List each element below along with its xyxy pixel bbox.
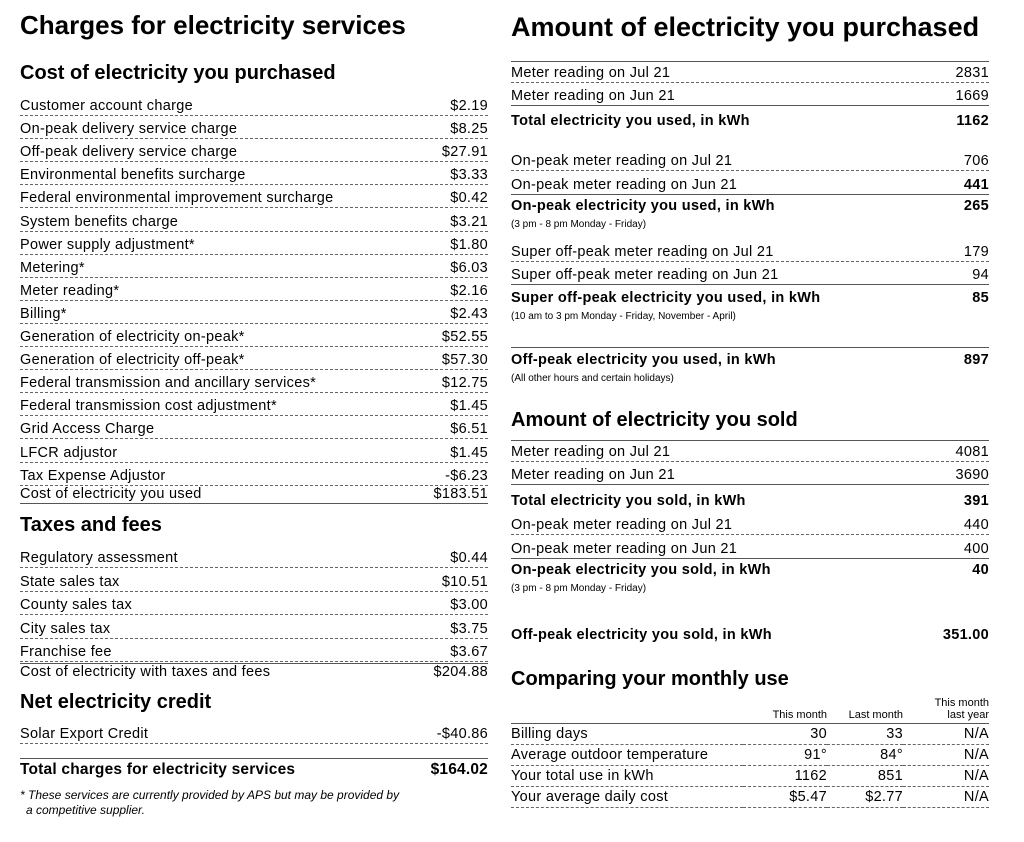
purchased-meter-jun-row: [511, 84, 989, 106]
charge-item-value: $2.16: [450, 282, 488, 299]
cost-with-taxes-value: $204.88: [433, 664, 488, 680]
tax-item-label: State sales tax: [20, 573, 120, 590]
charge-item-value: $2.19: [450, 98, 488, 115]
superoff-used-note: (10 am to 3 pm Monday - Friday, November - April): [511, 311, 736, 322]
charge-item-label: System benefits charge: [20, 213, 179, 230]
comparison-row: [511, 787, 989, 808]
comparison-row: [511, 766, 989, 787]
cost-with-taxes-label: Cost of electricity with taxes and fees: [20, 664, 271, 680]
sold-onpeak-jul-value: 440: [963, 517, 989, 533]
charge-item-row: [20, 416, 488, 439]
charge-item-label: Off-peak delivery service charge: [20, 144, 238, 161]
comparison-title: Comparing your monthly use: [511, 668, 789, 690]
sold-onpeak-jul-row: [511, 513, 989, 535]
charge-item-row: [20, 347, 488, 370]
sold-onpeak-label: On-peak electricity you sold, in kWh: [511, 562, 771, 578]
total-sold-row: [511, 488, 989, 510]
charge-item-label: Customer account charge: [20, 98, 193, 115]
sold-onpeak-row: [511, 562, 989, 600]
comparison-this-month: 91°: [743, 745, 827, 766]
onpeak-jul-label: On-peak meter reading on Jul 21: [511, 153, 733, 169]
tax-item-label: Regulatory assessment: [20, 550, 178, 567]
purchased-meter-jul-value: 2831: [955, 65, 989, 81]
charge-item-value: $3.33: [450, 167, 488, 184]
charge-item-row: [20, 116, 488, 139]
charge-item-row: [20, 324, 488, 347]
total-sold-value: 391: [963, 493, 989, 509]
charge-item-label: Generation of electricity off-peak*: [20, 352, 245, 369]
purchased-meter-jul-row: [511, 61, 989, 83]
taxes-heading: Taxes and fees: [20, 514, 162, 536]
sold-meter-jul-row: [511, 440, 989, 462]
charge-item-row: [20, 93, 488, 116]
sold-title: Amount of electricity you sold: [511, 409, 798, 431]
col-this-month: This month: [743, 697, 827, 724]
charge-item-label: On-peak delivery service charge: [20, 121, 238, 138]
sold-onpeak-value: 40: [972, 562, 989, 578]
charge-item-label: Billing*: [20, 305, 67, 322]
charge-item-row: [20, 463, 488, 486]
footnote-line-1: * These services are currently provided by APS but may be provided by: [20, 788, 400, 802]
footnote: [20, 788, 488, 818]
charge-item-value: $6.03: [450, 259, 488, 276]
offpeak-used-label: Off-peak electricity you used, in kWh: [511, 352, 776, 368]
charge-item-row: [20, 255, 488, 278]
charge-item-value: $8.25: [450, 121, 488, 138]
tax-item-row: [20, 639, 488, 662]
tax-item-row: [20, 615, 488, 638]
col-last-month: Last month: [827, 697, 903, 724]
tax-item-value: $3.75: [450, 620, 488, 637]
charge-item-row: [20, 370, 488, 393]
superoff-jun-row: [511, 263, 989, 285]
charges-title: Charges for electricity services: [20, 10, 406, 40]
comparison-this-month: $5.47: [743, 787, 827, 808]
tax-item-value: $3.00: [450, 597, 488, 614]
comparison-last-year: N/A: [903, 724, 989, 745]
comparison-row: [511, 724, 989, 745]
cost-with-taxes-row: [20, 663, 488, 681]
charge-item-label: Metering*: [20, 259, 85, 276]
cost-used-row: [20, 486, 488, 504]
credit-heading: Net electricity credit: [20, 691, 212, 713]
onpeak-jun-label: On-peak meter reading on Jun 21: [511, 177, 738, 193]
cost-used-label: Cost of electricity you used: [20, 486, 202, 502]
charge-item-value: -$6.23: [445, 467, 488, 484]
tax-item-label: Franchise fee: [20, 643, 112, 660]
solar-credit-value: -$40.86: [436, 726, 488, 742]
taxes-list: [20, 545, 488, 662]
charge-item-row: [20, 139, 488, 162]
tax-item-label: County sales tax: [20, 597, 132, 614]
tax-item-value: $3.67: [450, 643, 488, 660]
superoff-jun-label: Super off-peak meter reading on Jun 21: [511, 267, 779, 283]
comparison-body: [511, 724, 989, 808]
comparison-this-month: 1162: [743, 766, 827, 787]
sold-offpeak-value: 351.00: [942, 627, 989, 643]
comparison-this-month: 30: [743, 724, 827, 745]
onpeak-jun-value: 441: [963, 177, 989, 193]
sold-onpeak-jun-value: 400: [963, 541, 989, 557]
total-charges-value: $164.02: [430, 761, 488, 778]
charge-item-value: $1.80: [450, 236, 488, 253]
onpeak-used-note: (3 pm - 8 pm Monday - Friday): [511, 219, 647, 230]
purchased-cost-heading: Cost of electricity you purchased: [20, 62, 336, 84]
total-used-value: 1162: [956, 113, 989, 129]
charge-item-value: $1.45: [450, 398, 488, 415]
purchased-title: Amount of electricity you purchased: [511, 12, 980, 42]
sold-onpeak-jun-row: [511, 537, 989, 559]
comparison-header-row: [511, 697, 989, 724]
sold-meter-jun-label: Meter reading on Jun 21: [511, 467, 676, 483]
footnote-line-2: a competitive supplier.: [26, 803, 145, 817]
superoff-jul-row: [511, 240, 989, 262]
charge-item-value: $12.75: [441, 375, 488, 392]
sold-meter-jun-value: 3690: [955, 467, 989, 483]
charge-item-row: [20, 185, 488, 208]
sold-offpeak-row: [511, 622, 989, 644]
sold-meter-jul-value: 4081: [955, 444, 989, 460]
superoff-used-value: 85: [972, 290, 989, 306]
offpeak-used-value: 897: [963, 352, 989, 368]
charge-item-value: $3.21: [450, 213, 488, 230]
total-charges-row: [20, 758, 488, 780]
offpeak-used-note: (All other hours and certain holidays): [511, 373, 674, 384]
purchased-meter-jul-label: Meter reading on Jul 21: [511, 65, 671, 81]
sold-offpeak-label: Off-peak electricity you sold, in kWh: [511, 627, 772, 643]
charge-item-row: [20, 301, 488, 324]
comparison-last-year: N/A: [903, 787, 989, 808]
superoff-jul-label: Super off-peak meter reading on Jul 21: [511, 244, 774, 260]
sold-onpeak-jul-label: On-peak meter reading on Jul 21: [511, 517, 733, 533]
comparison-last-year: N/A: [903, 745, 989, 766]
col-last-year: [903, 697, 989, 724]
charge-item-label: Power supply adjustment*: [20, 236, 195, 253]
charge-item-row: [20, 439, 488, 462]
comparison-last-month: 33: [827, 724, 903, 745]
sold-meter-jun-row: [511, 463, 989, 485]
charge-item-label: Grid Access Charge: [20, 421, 155, 438]
onpeak-used-row: [511, 198, 989, 236]
charge-item-row: [20, 162, 488, 185]
superoff-used-label: Super off-peak electricity you used, in kWh: [511, 290, 821, 306]
solar-credit-row: [20, 722, 488, 744]
charge-item-label: Federal transmission cost adjustment*: [20, 398, 277, 415]
total-used-label: Total electricity you used, in kWh: [511, 113, 750, 129]
superoff-jun-value: 94: [972, 267, 989, 283]
charge-item-label: Generation of electricity on-peak*: [20, 329, 245, 346]
charge-item-label: Federal transmission and ancillary services*: [20, 375, 317, 392]
charge-item-value: $0.42: [450, 190, 488, 207]
charge-item-row: [20, 208, 488, 231]
comparison-table: [511, 697, 989, 808]
charge-item-value: $6.51: [450, 421, 488, 438]
offpeak-used-row: [511, 347, 989, 387]
charge-item-row: [20, 232, 488, 255]
comparison-label: Your average daily cost: [511, 787, 743, 808]
cost-used-value: $183.51: [433, 486, 488, 502]
sold-onpeak-jun-label: On-peak meter reading on Jun 21: [511, 541, 738, 557]
sold-onpeak-note: (3 pm - 8 pm Monday - Friday): [511, 583, 647, 594]
onpeak-jun-row: [511, 173, 989, 195]
charge-item-label: Meter reading*: [20, 282, 120, 299]
tax-item-value: $0.44: [450, 550, 488, 567]
onpeak-used-value: 265: [963, 198, 989, 214]
total-charges-label: Total charges for electricity services: [20, 761, 296, 778]
comparison-last-year: N/A: [903, 766, 989, 787]
tax-item-row: [20, 568, 488, 591]
tax-item-row: [20, 545, 488, 568]
purchased-cost-list: [20, 93, 488, 486]
tax-item-value: $10.51: [441, 573, 488, 590]
onpeak-jul-row: [511, 149, 989, 171]
superoff-used-row: [511, 290, 989, 330]
sold-meter-jul-label: Meter reading on Jul 21: [511, 444, 671, 460]
comparison-label: Billing days: [511, 724, 743, 745]
superoff-jul-value: 179: [963, 244, 989, 260]
onpeak-jul-value: 706: [963, 153, 989, 169]
onpeak-used-label: On-peak electricity you used, in kWh: [511, 198, 775, 214]
charge-item-row: [20, 393, 488, 416]
comparison-last-month: $2.77: [827, 787, 903, 808]
charge-item-label: Federal environmental improvement surcharge: [20, 190, 334, 207]
purchased-meter-jun-label: Meter reading on Jun 21: [511, 88, 676, 104]
charge-item-value: $27.91: [441, 144, 488, 161]
charge-item-value: $2.43: [450, 305, 488, 322]
comparison-label: Average outdoor temperature: [511, 745, 743, 766]
col-last-year-line-1: This month: [934, 697, 989, 709]
col-last-year-line-2: last year: [947, 709, 989, 721]
charge-item-label: Tax Expense Adjustor: [20, 467, 166, 484]
charge-item-row: [20, 278, 488, 301]
charge-item-value: $1.45: [450, 444, 488, 461]
total-used-row: [511, 108, 989, 130]
comparison-label: Your total use in kWh: [511, 766, 743, 787]
tax-item-row: [20, 592, 488, 615]
solar-credit-label: Solar Export Credit: [20, 726, 149, 742]
charge-item-value: $57.30: [441, 352, 488, 369]
charge-item-value: $52.55: [441, 329, 488, 346]
comparison-row: [511, 745, 989, 766]
total-sold-label: Total electricity you sold, in kWh: [511, 493, 746, 509]
charge-item-label: Environmental benefits surcharge: [20, 167, 246, 184]
comparison-last-month: 851: [827, 766, 903, 787]
comparison-last-month: 84°: [827, 745, 903, 766]
charge-item-label: LFCR adjustor: [20, 444, 118, 461]
purchased-meter-jun-value: 1669: [955, 88, 989, 104]
tax-item-label: City sales tax: [20, 620, 111, 637]
